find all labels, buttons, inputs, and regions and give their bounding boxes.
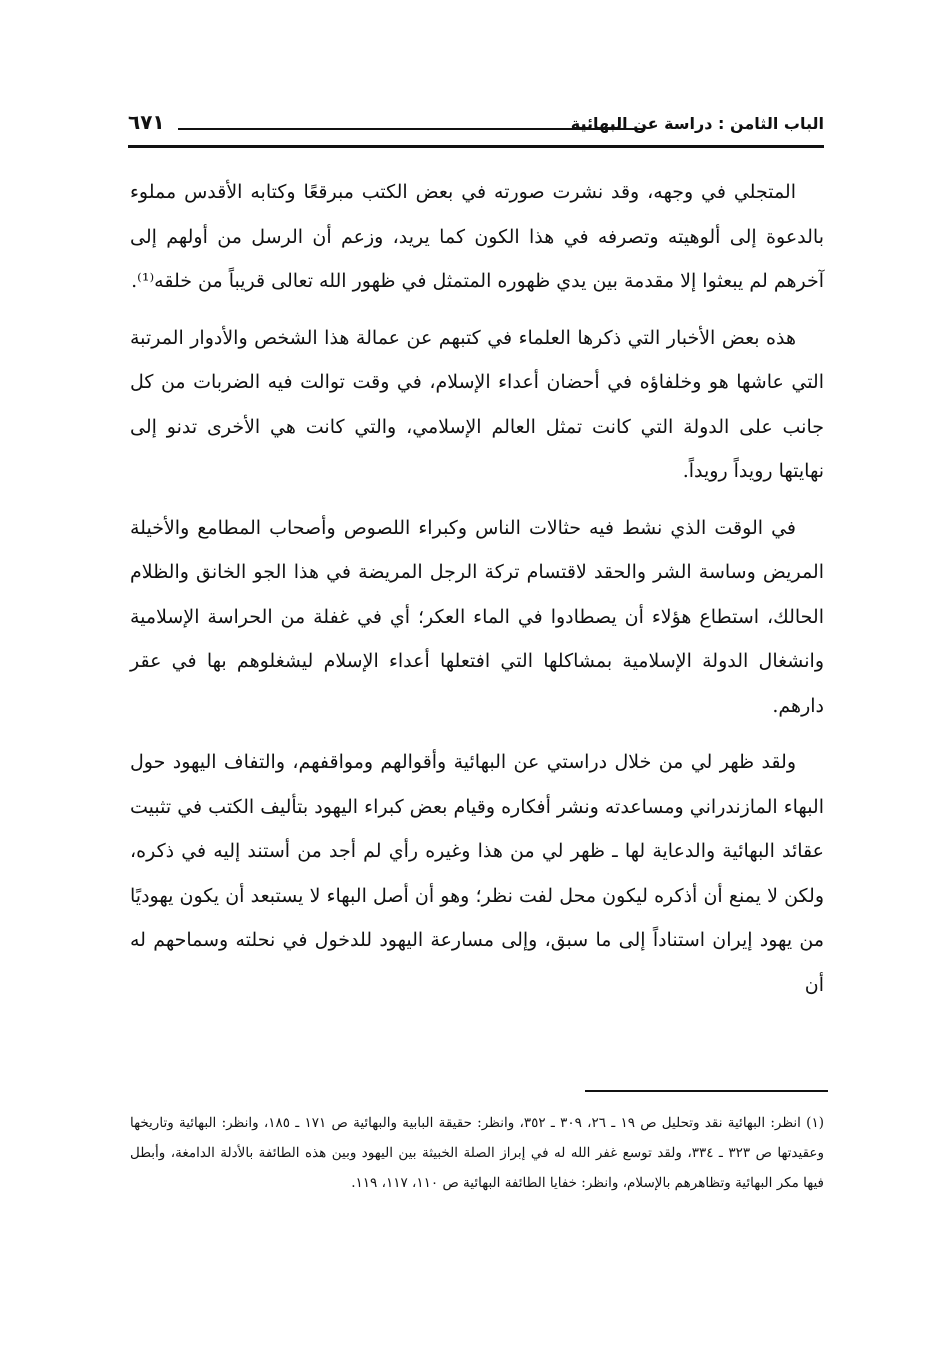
- footnote-divider: [585, 1090, 828, 1092]
- paragraph: المتجلي في وجهه، وقد نشرت صورته في بعض الكتب مبرقعًا وكتابه الأقدس مملوء بالدعوة إلى ألوهيته وتصرفه في هذا الكون كما يريد، وزعم أن الرسل من أولهم إلى آخرهم لم يبعثوا إلا مقدمة بين يدي ظهوره المتمثل في ظهور الله تعالى قريباً من خلقه⁽¹⁾.: [130, 181, 824, 292]
- page-number: ٦٧١: [128, 110, 165, 134]
- footnote: (١) انظر: البهائية نقد وتحليل ص ١٩ ـ ٢٦، ٣٠٩ ـ ٣٥٢، وانظر: حقيقة البابية والبهائية ص ١٧١ ـ ١٨٥، وانظر: البهائية وتاريخها وعقيدتها ص ٣٢٣ ـ ٣٣٤، ولقد توسع غفر الله له في إبراز الصلة الخبيثة بين اليهود وبين هذه الطائفة بالأدلة الدامغة، وأبطل فيها مكر البهائية وتظاهرهم بالإسلام، وانظر: خفايا الطائفة البهائية ص ١١٠، ١١٧، ١١٩.: [130, 1115, 824, 1191]
- paragraph: ولقد ظهر لي من خلال دراستي عن البهائية وأقوالهم ومواقفهم، والتفاف اليهود حول البهاء المازندراني ومساعدته ونشر أفكاره وقيام بعض كبراء اليهود بتأليف الكتب في تثبيت عقائد البهائية والدعاية لها ـ ظهر لي من هذا وغيره رأي لم أجد من أستند إليه في ذكره، ولكن لا يمنع أن أذكره ليكون محل لفت نظر؛ وهو أن أصل البهاء لا يستبعد أن يكون يهوديًا من يهود إيران استناداً إلى ما سبق، وإلى مسارعة اليهود للدخول في نحلته وسماحهم له أن: [130, 751, 824, 996]
- paragraph: هذه بعض الأخبار التي ذكرها العلماء في كتبهم عن عمالة هذا الشخص والأدوار المرتبة التي عاشها هو وخلفاؤه في أحضان أعداء الإسلام، في وقت توالت فيه الضربات من كل جانب على الدولة التي كانت تمثل العالم الإسلامي، والتي كانت هي الأخرى تدنو إلى نهايتها رويداً رويداً.: [130, 326, 824, 482]
- chapter-title: الباب الثامن : دراسة عن البهائية: [570, 114, 824, 133]
- paragraph: في الوقت الذي نشط فيه حثالات الناس وكبراء اللصوص وأصحاب المطامع والأخيلة المريض وساسة الشر والحقد لاقتسام تركة الرجل المريضة في هذا الجو الخانق والظلام الحالك، استطاع هؤلاء أن يصطادوا في الماء العكر؛ أي في غفلة من الحراسة الإسلامية وانشغال الدولة الإسلامية بمشاكلها التي افتعلها أعداء الإسلام ليشغلوهم بها في عقر دارهم.: [130, 516, 824, 717]
- body-text: [130, 170, 824, 1019]
- running-header: [128, 108, 824, 142]
- header-rule: [178, 128, 644, 130]
- header-divider: [128, 145, 824, 148]
